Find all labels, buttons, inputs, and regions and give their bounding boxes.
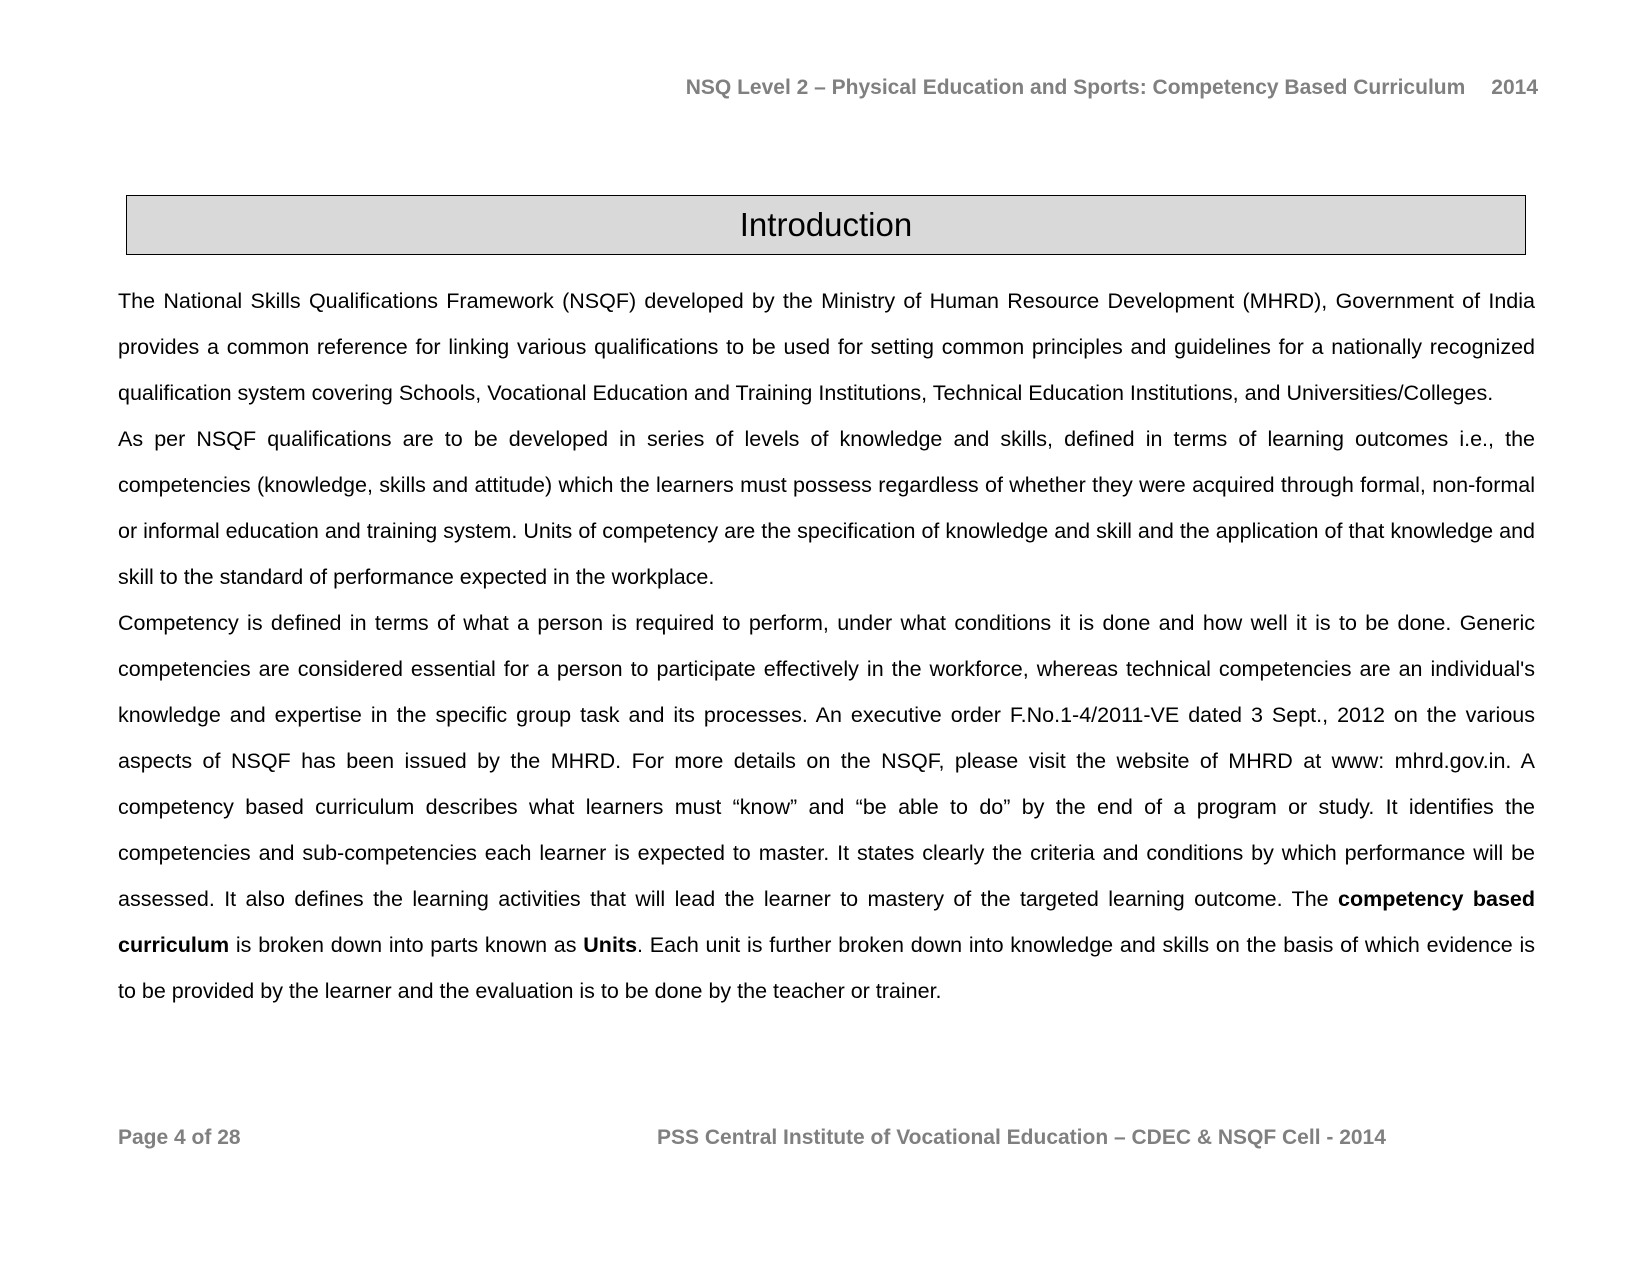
header-title: NSQ Level 2 – Physical Education and Sports: Competency Based Curriculum: [685, 76, 1466, 99]
paragraph-3-text-a: Competency is defined in terms of what a person is required to perform, under what conditions it is done and how well it is to be done. Generic competencies are considered essential for a person to participate effectively in the workforce, whereas technical competencies are an individual's knowledge and expertise in the specific group task and its processes. An executive order F.No.1-4/2011-VE dated 3 Sept., 2012 on the various aspects of NSQF has been issued by the MHRD. For more details on the NSQF, please visit the website of MHRD at www: mhrd.gov.in. A competency based curriculum describes what learners must “know” and “be able to do” by the end of a program or study. It identifies the competencies and sub-competencies each learner is expected to master. It states clearly the criteria and conditions by which performance will be assessed. It also defines the learning activities that will lead the learner to mastery of the targeted learning outcome. The: [118, 611, 1535, 911]
paragraph-3: [118, 600, 1535, 1014]
section-title-box: [126, 195, 1526, 255]
paragraph-3-text-b: is broken down into parts known as: [229, 933, 584, 957]
paragraph-3-text-c: . Each unit is further broken down into knowledge and skills on the basis of which evidence is to be provided by the learner and the evaluation is to be done by the teacher or trainer.: [118, 933, 1535, 1003]
header-year: 2014: [1491, 76, 1538, 99]
body-content: [118, 278, 1535, 1014]
footer-institute: PSS Central Institute of Vocational Education – CDEC & NSQF Cell - 2014: [657, 1126, 1386, 1149]
page-number: Page 4 of 28: [118, 1126, 241, 1149]
section-title: Introduction: [739, 206, 913, 243]
page-header: [686, 76, 1538, 100]
bold-competency-based-curriculum: competency based curriculum: [118, 887, 1535, 957]
bold-units: Units: [583, 933, 638, 957]
paragraph-2: As per NSQF qualifications are to be developed in series of levels of knowledge and skills, defined in terms of learning outcomes i.e., the competencies (knowledge, skills and attitude) which the learners must possess regardless of whether they were acquired through formal, non-formal or informal education and training system. Units of competency are the specification of knowledge and skill and the application of that knowledge and skill to the standard of performance expected in the workplace.: [118, 427, 1535, 589]
paragraph-1: The National Skills Qualifications Framework (NSQF) developed by the Ministry of Human Resource Development (MHRD), Government of India provides a common reference for linking various qualifications to be used for setting common principles and guidelines for a nationally recognized qualification system covering Schools, Vocational Education and Training Institutions, Technical Education Institutions, and Universities/Colleges.: [118, 289, 1535, 405]
